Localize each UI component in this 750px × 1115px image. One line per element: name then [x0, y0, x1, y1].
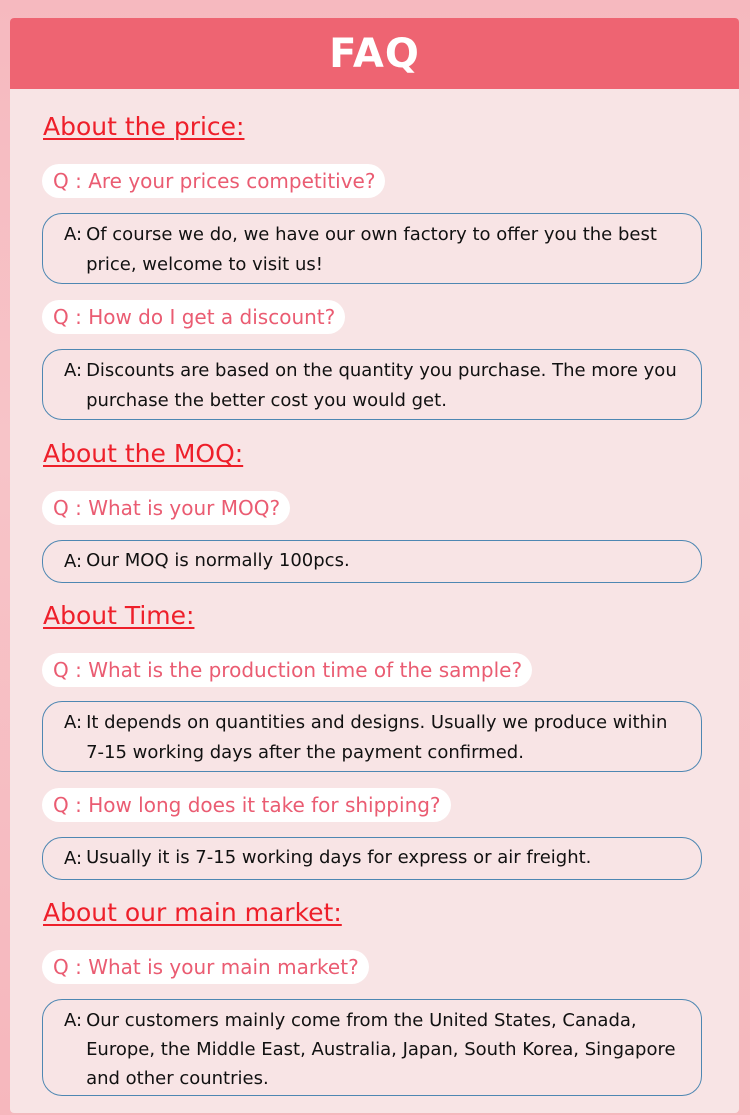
faq-header [10, 18, 739, 89]
answer-prefix: A: [64, 360, 83, 381]
answer-prices-competitive [42, 213, 702, 284]
question-shipping-time: Q : How long does it take for shipping? [42, 788, 451, 822]
section-title-price: About the price: [43, 112, 245, 141]
answer-text: Our MOQ is normally 100pcs. [86, 550, 350, 571]
question-main-market: Q : What is your main market? [42, 950, 369, 984]
section-title-main-market: About our main market: [43, 898, 342, 927]
answer-production-time [42, 701, 702, 772]
answer-text: It depends on quantities and designs. Usually we produce within 7-15 working days after the payment confirmed. [86, 712, 668, 763]
section-title-moq: About the MOQ: [43, 439, 244, 468]
answer-discount [42, 349, 702, 420]
answer-text: Our customers mainly come from the United States, Canada, Europe, the Middle East, Australia, Japan, South Korea, Singapore and other countries. [86, 1010, 676, 1089]
question-discount: Q : How do I get a discount? [42, 300, 345, 334]
answer-main-market [42, 999, 702, 1096]
faq-card [10, 18, 739, 1113]
answer-text: Discounts are based on the quantity you purchase. The more you purchase the better cost you would get. [86, 360, 677, 411]
answer-text: Of course we do, we have our own factory to offer you the best price, welcome to visit us! [86, 224, 657, 275]
answer-prefix: A: [64, 1010, 83, 1031]
answer-prefix: A: [64, 551, 83, 572]
answer-prefix: A: [64, 712, 83, 733]
section-title-time: About Time: [43, 601, 195, 630]
answer-shipping-time [42, 837, 702, 880]
page-title: FAQ [329, 30, 420, 77]
question-prices-competitive: Q : Are your prices competitive? [42, 164, 385, 198]
question-production-time: Q : What is the production time of the sample? [42, 653, 532, 687]
answer-prefix: A: [64, 848, 83, 869]
answer-moq [42, 540, 702, 583]
question-moq: Q : What is your MOQ? [42, 491, 290, 525]
answer-text: Usually it is 7-15 working days for express or air freight. [86, 847, 592, 868]
answer-prefix: A: [64, 224, 83, 245]
